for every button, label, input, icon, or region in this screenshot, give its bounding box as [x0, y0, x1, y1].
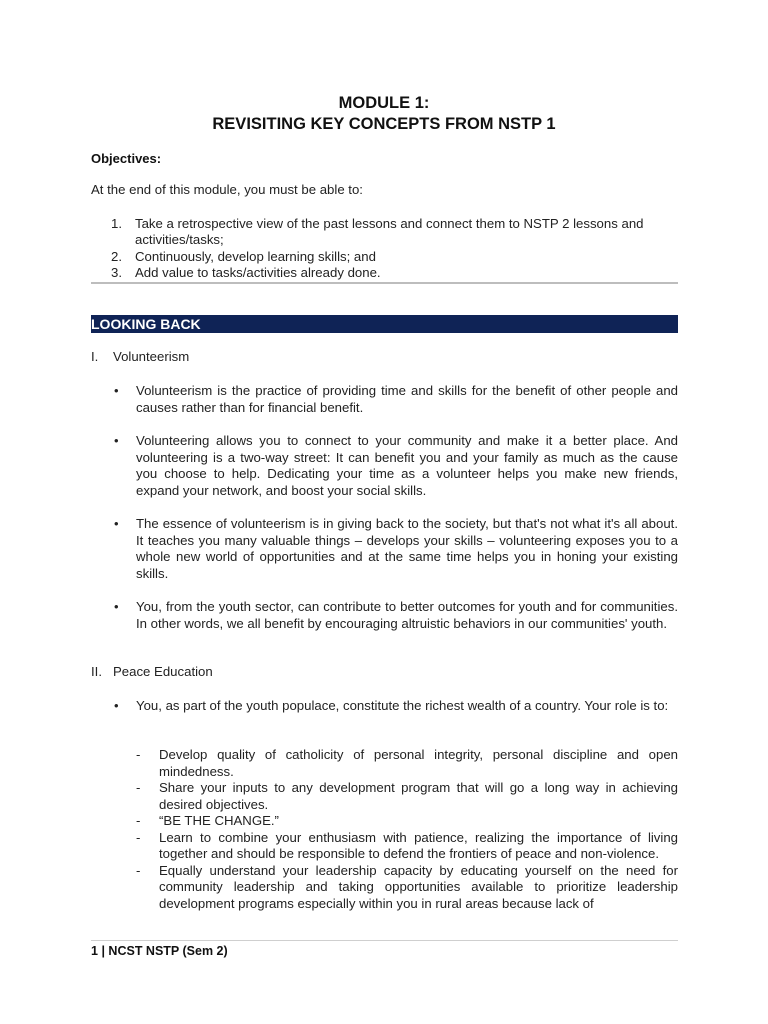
bullet-glyph: • — [114, 433, 119, 448]
objective-number: 3. — [111, 265, 122, 281]
bullet-item — [114, 599, 678, 632]
module-title: MODULE 1: — [338, 94, 430, 112]
dash-glyph: - — [136, 813, 141, 828]
section-number: II. — [91, 664, 102, 679]
dash-item — [136, 830, 678, 863]
bullet-glyph: • — [114, 383, 119, 398]
bullet-glyph: • — [114, 516, 119, 531]
footer-text: NCST NSTP (Sem 2) — [108, 944, 228, 958]
bullet-glyph: • — [114, 698, 119, 713]
module-subtitle: REVISITING KEY CONCEPTS FROM NSTP 1 — [212, 115, 556, 133]
bullet-item — [114, 383, 678, 416]
dash-item-text: Learn to combine your enthusiasm with patience, realizing the importance of living together and should be responsible to defend the frontiers of peace and non-violence. — [159, 829, 678, 861]
bullet-glyph: • — [114, 599, 119, 614]
objectives-list — [91, 216, 678, 282]
section-heading-peace-education — [91, 664, 213, 679]
objective-number: 1. — [111, 216, 122, 231]
section-heading-volunteerism — [91, 349, 189, 364]
footer-divider — [91, 940, 678, 941]
section-heading-text: Volunteerism — [113, 349, 190, 364]
dash-item-text: Develop quality of catholicity of personal integrity, personal discipline and open mindedness. — [159, 747, 678, 779]
dash-list — [136, 747, 678, 912]
dash-glyph: - — [136, 862, 141, 878]
objective-text: Take a retrospective view of the past lessons and connect them to NSTP 2 lessons and activities/tasks; — [135, 216, 644, 248]
dash-glyph: - — [136, 829, 141, 845]
bullet-item — [114, 433, 678, 499]
bullet-item — [114, 698, 678, 715]
dash-item-text: Equally understand your leadership capacity by educating yourself on the need for community leadership and taking opportunities available to prioritize leadership development programs especially within you in rural areas because lack of — [159, 862, 678, 911]
section-number: I. — [91, 349, 99, 364]
section-banner-label: LOOKING BACK — [91, 316, 201, 332]
section-heading-text: Peace Education — [113, 664, 213, 679]
bullet-text: Volunteering allows you to connect to your community and make it a better place. And volunteering is a two-way street: It can benefit you and your family as much as the cause you choose to help. Dedicating your time as a volunteer helps you make new friends, expand your network, and boost your social skills. — [136, 433, 678, 498]
dash-item-text: Share your inputs to any development program that will go a long way in achieving desired objectives. — [159, 780, 678, 812]
objective-text: Add value to tasks/activities already done. — [135, 265, 381, 281]
dash-item — [136, 747, 678, 780]
dash-glyph: - — [136, 747, 141, 762]
objectives-label: Objectives: — [91, 151, 162, 166]
bullet-text: The essence of volunteerism is in giving back to the society, but that's not what it's all about. It teaches you many valuable things – develops your skills – volunteering exposes you to a whole new world of opportunities and at the same time helps you in honing your existing skills. — [136, 516, 678, 581]
bullet-text: Volunteerism is the practice of providing time and skills for the benefit of other people and causes rather than for financial benefit. — [136, 383, 678, 415]
dash-item — [136, 780, 678, 813]
objective-number: 2. — [111, 248, 122, 264]
dash-item — [136, 863, 678, 913]
section-banner — [91, 315, 678, 333]
horizontal-divider — [91, 282, 678, 284]
objective-item — [91, 249, 678, 265]
objective-text: Continuously, develop learning skills; and — [135, 248, 376, 264]
page-footer — [91, 944, 228, 958]
bullet-text: You, as part of the youth populace, constitute the richest wealth of a country. Your role is to: — [136, 698, 669, 713]
bullet-item — [114, 516, 678, 582]
page-number: 1 — [91, 944, 98, 958]
dash-glyph: - — [136, 780, 141, 795]
objective-item — [91, 265, 678, 281]
dash-item — [136, 813, 678, 830]
objectives-intro: At the end of this module, you must be able to: — [91, 182, 363, 197]
dash-item-text: “BE THE CHANGE.” — [159, 813, 279, 828]
objective-item — [91, 216, 678, 249]
footer-separator: | — [101, 944, 105, 958]
bullet-text: You, from the youth sector, can contribute to better outcomes for youth and for communities. In other words, we all benefit by encouraging altruistic behaviors in our communities' youth. — [136, 599, 678, 631]
